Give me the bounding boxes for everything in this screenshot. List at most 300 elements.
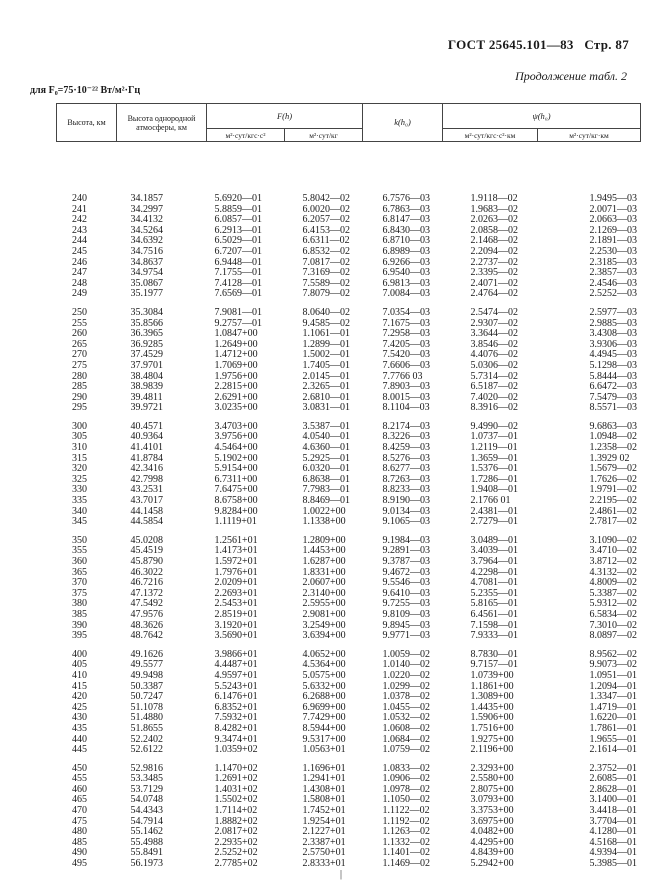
table-cell: 9.4585—02 <box>302 317 350 329</box>
table-cell: 400 <box>72 648 87 660</box>
table-cell: 3.1090—02 <box>589 534 638 546</box>
table-cell: 2.5474—02 <box>470 306 519 318</box>
col-header-kh: k(h₀) <box>363 104 443 142</box>
page-header <box>448 37 629 53</box>
table-cell: 1.0833—02 <box>382 762 431 774</box>
table-cell: 2.4546—03 <box>589 277 638 289</box>
table-cell: 47.5492 <box>130 598 163 610</box>
table-cell: 4.2298—01 <box>470 566 519 578</box>
table-cell: 1.3089+00 <box>470 691 514 703</box>
table-cell: 1.7626—02 <box>589 473 638 485</box>
table-cell: 1.0847+00 <box>214 328 258 340</box>
table-cell: 1.7976+01 <box>214 566 258 578</box>
table-cell: 1.0978—02 <box>382 783 431 795</box>
table-cell: 425 <box>72 701 87 713</box>
table-cell: 3.5690+01 <box>214 630 258 642</box>
table-cell: 1.2691+02 <box>214 773 258 785</box>
table-cell: 4.8439+00 <box>470 847 514 859</box>
table-cell: 8.0640—02 <box>302 306 350 318</box>
table-cell: 243 <box>72 224 87 236</box>
table-cell: 34.4132 <box>130 214 163 226</box>
table-cell: 1.7516+00 <box>470 722 514 734</box>
table-cell: 9.3474+01 <box>214 733 258 745</box>
table-cell: 1.1470+02 <box>214 762 258 774</box>
table-cell: 385 <box>72 608 87 620</box>
table-cell: 7.6606—03 <box>382 359 431 371</box>
table-cell: 35.3084 <box>130 306 163 318</box>
table-cell: 39.9721 <box>130 402 163 414</box>
table-cell: 450 <box>72 762 87 774</box>
table-row <box>57 557 641 568</box>
table-cell: 7.9333—01 <box>470 630 519 642</box>
table-cell: 255 <box>72 317 87 329</box>
table-cell: 470 <box>72 805 87 817</box>
table-cell: 2.3293+00 <box>470 762 514 774</box>
table-cell: 460 <box>72 783 87 795</box>
table-cell: 270 <box>72 349 87 361</box>
table-cell: 365 <box>72 566 87 578</box>
table-cell: 4.7081—01 <box>470 577 519 589</box>
table-cell: 5.3985—01 <box>589 858 638 870</box>
table-cell: 3.0793+00 <box>470 794 514 806</box>
table-cell: 1.1338+00 <box>302 516 346 528</box>
table-cell: 1.0951—01 <box>589 669 638 681</box>
table-cell: 7.5479—03 <box>589 391 638 403</box>
table-cell: 249 <box>72 288 87 300</box>
table-cell: 6.0857—01 <box>214 214 262 226</box>
data-table-container <box>56 103 640 870</box>
table-cell: 2.5252—03 <box>589 288 638 300</box>
table-cell: 2.2094—02 <box>470 245 519 257</box>
table-cell: 2.2530—03 <box>589 245 638 257</box>
table-cell: 4.4487+01 <box>214 659 258 671</box>
table-cell: 295 <box>72 402 87 414</box>
table-cell: 34.9754 <box>130 267 163 279</box>
table-cell: 8.8233—03 <box>382 484 431 496</box>
table-cell: 7.9081—01 <box>214 306 262 318</box>
table-cell: 2.0071—03 <box>589 203 638 215</box>
table-cell: 3.0489—01 <box>470 534 519 546</box>
table-cell: 285 <box>72 381 87 393</box>
table-cell: 300 <box>72 420 87 432</box>
table-cell: 7.4205—03 <box>382 338 431 350</box>
table-cell: 9.9771—03 <box>382 630 431 642</box>
table-cell: 390 <box>72 619 87 631</box>
table-cell: 2.0663—03 <box>589 214 638 226</box>
table-cell: 6.9699+00 <box>302 701 346 713</box>
table-cell: 2.6085—01 <box>589 773 638 785</box>
table-cell: 6.9266—03 <box>382 256 431 268</box>
table-cell: 2.9885—03 <box>589 317 638 329</box>
table-cell: 1.9254+01 <box>302 815 346 827</box>
table-cell: 1.4173+01 <box>214 545 258 557</box>
table-cell: 2.5977—03 <box>589 306 638 318</box>
table-cell: 480 <box>72 826 87 838</box>
table-cell: 5.1298—03 <box>589 359 638 371</box>
table-cell: 1.9756+00 <box>214 370 258 382</box>
table-cell: 44.5854 <box>130 516 163 528</box>
table-cell: 2.0209+01 <box>214 577 258 589</box>
table-cell: 3.9756+00 <box>214 431 258 443</box>
table-cell: 3.8546—02 <box>470 338 519 350</box>
table-cell: 8.9190—03 <box>382 495 431 507</box>
table-cell: 1.9655—01 <box>589 733 638 745</box>
table-cell: 2.5453+01 <box>214 598 258 610</box>
table-cell: 35.8566 <box>130 317 163 329</box>
table-cell: 9.8945—03 <box>382 619 431 631</box>
table-cell: 9.8284+00 <box>214 505 258 517</box>
table-cell: 9.4672—03 <box>382 566 431 578</box>
table-cell: 2.1891—03 <box>589 235 638 247</box>
table-cell: 5.3387—02 <box>589 587 638 599</box>
table-cell: 3.0235+00 <box>214 402 258 414</box>
col-header-homogeneous-height: Высота однородной атмосферы, км <box>117 104 207 142</box>
table-cell: 4.5464+00 <box>214 442 258 454</box>
table-cell: 7.7766 03 <box>382 370 423 382</box>
table-cell: 8.8469—01 <box>302 495 350 507</box>
table-cell: 6.6472—03 <box>589 381 638 393</box>
table-cell: 1.4308+01 <box>302 783 346 795</box>
table-cell: 45.8790 <box>130 556 163 567</box>
table-cell: 4.1280—01 <box>589 826 638 838</box>
table-cell: 1.3347—01 <box>589 691 638 703</box>
table-cell: 2.5252+02 <box>214 847 258 859</box>
table-cell: 3.4308—03 <box>589 328 638 340</box>
table-cell: 1.1263—02 <box>382 826 431 838</box>
table-cell: 1.8882+02 <box>214 815 258 827</box>
table-cell: 465 <box>72 794 87 806</box>
table-cell: 1.5376—01 <box>470 463 519 475</box>
table-cell: 1.1861+00 <box>470 680 514 692</box>
table-cell: 1.4435+00 <box>470 701 514 713</box>
table-cell: 6.4561—01 <box>470 608 519 620</box>
table-cell: 315 <box>72 452 87 464</box>
table-cell: 275 <box>72 359 87 371</box>
table-cell: 1.0455—02 <box>382 701 431 713</box>
table-cell: 1.0737—01 <box>470 431 519 443</box>
table-cell: 1.4712+00 <box>214 349 258 361</box>
table-row <box>57 517 641 528</box>
table-cell: 2.9081+00 <box>302 608 346 620</box>
table-cell: 1.9683—02 <box>470 203 519 215</box>
table-body <box>57 142 641 870</box>
table-cell: 3.5387—01 <box>302 420 350 432</box>
table-cell: 2.2815+00 <box>214 381 258 393</box>
table-cell: 43.2531 <box>130 484 163 496</box>
table-cell: 45.4519 <box>130 545 163 557</box>
table-cell: 8.5571—03 <box>589 402 638 414</box>
table-cell: 2.5955+00 <box>302 598 346 610</box>
table-cell: 8.3226—03 <box>382 431 431 443</box>
table-cell: 1.2649+00 <box>214 338 258 350</box>
table-cell: 380 <box>72 598 87 610</box>
table-cell: 54.7914 <box>130 815 163 827</box>
table-cell: 1.0684—02 <box>382 733 431 745</box>
table-cell: 5.9312—02 <box>589 598 638 610</box>
table-cell: 7.5932+01 <box>214 712 258 724</box>
table-cell: 1.8331+00 <box>302 566 346 578</box>
table-cell: 2.3185—03 <box>589 256 638 268</box>
table-cell: 1.5502+02 <box>214 794 258 806</box>
table-cell: 2.0858—02 <box>470 224 519 236</box>
table-cell: 1.2561+01 <box>214 534 258 546</box>
table-cell: 52.2402 <box>130 733 163 745</box>
table-cell: 51.8655 <box>130 722 163 734</box>
table-cell: 430 <box>72 712 87 724</box>
table-cell: 42.7998 <box>130 473 163 485</box>
table-cell: 46.7216 <box>130 577 163 589</box>
table-cell: 1.1469—02 <box>382 858 431 870</box>
col-header-fh-unit-2: м²·сут/кг <box>285 129 363 142</box>
table-cell: 9.1065—03 <box>382 516 431 528</box>
table-cell: 34.1857 <box>130 193 163 204</box>
table-cell: 38.9839 <box>130 381 163 393</box>
table-cell: 6.9813—03 <box>382 277 431 289</box>
table-row <box>57 142 641 205</box>
table-cell: 305 <box>72 431 87 443</box>
table-cell: 41.4101 <box>130 442 163 454</box>
table-cell: 485 <box>72 836 87 848</box>
table-cell: 3.4703+00 <box>214 420 258 432</box>
table-cell: 9.5546—03 <box>382 577 431 589</box>
table-cell: 6.7311+00 <box>214 473 258 485</box>
table-cell: 9.6410—03 <box>382 587 431 599</box>
table-cell: 5.2942+00 <box>470 858 514 870</box>
table-cell: 2.3752—01 <box>589 762 638 774</box>
table-row <box>57 724 641 735</box>
table-continuation-note: Продолжение табл. 2 <box>515 69 627 83</box>
table-cell: 1.9791—02 <box>589 484 638 496</box>
table-cell: 1.4031+02 <box>214 783 258 795</box>
table-cell: 2.4071—02 <box>470 277 519 289</box>
table-cell: 7.3169—02 <box>302 267 350 279</box>
table-cell: 2.6810—01 <box>302 391 350 403</box>
table-cell: 42.3416 <box>130 463 163 475</box>
table-cell: 1.3929 02 <box>589 452 630 464</box>
table-cell: 415 <box>72 680 87 692</box>
table-cell: 245 <box>72 245 87 257</box>
table-cell: 1.1192—02 <box>382 815 430 827</box>
table-cell: 242 <box>72 214 87 226</box>
table-cell: 2.1227+01 <box>302 826 346 838</box>
table-cell: 6.0320—01 <box>302 463 350 475</box>
table-cell: 1.5808+01 <box>302 794 346 806</box>
table-cell: 5.5243+01 <box>214 680 258 692</box>
table-cell: 2.8519+01 <box>214 608 258 620</box>
table-cell: 38.4804 <box>130 370 163 382</box>
table-cell: 4.8009—02 <box>589 577 638 589</box>
table-cell: 8.1104—03 <box>382 402 430 414</box>
table-cell: 8.7263—03 <box>382 473 431 485</box>
table-cell: 1.6287+00 <box>302 556 346 567</box>
table-cell: 2.3395—02 <box>470 267 519 279</box>
table-cell: 41.8784 <box>130 452 163 464</box>
table-row <box>57 745 641 756</box>
table-cell: 360 <box>72 556 87 567</box>
table-cell: 2.2693+01 <box>214 587 258 599</box>
table-cell: 325 <box>72 473 87 485</box>
table-cell: 7.7983—01 <box>302 484 350 496</box>
table-cell: 355 <box>72 545 87 557</box>
table-row <box>57 610 641 621</box>
table-cell: 3.4710—02 <box>589 545 638 557</box>
table-cell: 2.7817—02 <box>589 516 638 528</box>
table-cell: 6.1476+01 <box>214 691 258 703</box>
table-cell: 265 <box>72 338 87 350</box>
table-cell: 2.8075+00 <box>470 783 514 795</box>
table-cell: 370 <box>72 577 87 589</box>
table-cell: 7.4020—02 <box>470 391 519 403</box>
table-cell: 250 <box>72 306 87 318</box>
table-cell: 6.7207—01 <box>214 245 262 257</box>
table-cell: 1.5906+00 <box>470 712 514 724</box>
col-header-fh-unit-1: м²·сут/кгс·с² <box>207 129 285 142</box>
table-cell: 2.0145—01 <box>302 370 350 382</box>
table-cell: 6.2688+00 <box>302 691 346 703</box>
table-cell: 53.3485 <box>130 773 163 785</box>
table-cell: 51.4880 <box>130 712 163 724</box>
table-cell: 247 <box>72 267 87 279</box>
table-cell: 39.4811 <box>130 391 163 403</box>
table-cell: 4.5364+00 <box>302 659 346 671</box>
table-cell: 8.6758+00 <box>214 495 258 507</box>
table-cell: 1.2809+00 <box>302 534 346 546</box>
table-cell: 3.9866+01 <box>214 648 258 660</box>
table-cell: 1.9275+00 <box>470 733 514 745</box>
table-cell: 4.3132—02 <box>589 566 638 578</box>
table-cell: 2.8628—01 <box>589 783 638 795</box>
table-cell: 410 <box>72 669 87 681</box>
table-cell: 2.5750+01 <box>302 847 346 859</box>
table-cell: 3.2549+00 <box>302 619 346 631</box>
table-cell: 54.0748 <box>130 794 163 806</box>
table-cell: 49.9498 <box>130 669 163 681</box>
table-cell: 241 <box>72 203 87 215</box>
table-cell: 248 <box>72 277 87 289</box>
table-cell: 5.2925—01 <box>302 452 350 464</box>
table-cell: 8.4259—03 <box>382 442 431 454</box>
table-cell: 4.5168—01 <box>589 836 638 848</box>
table-cell: 6.8532—02 <box>302 245 350 257</box>
table-cell: 445 <box>72 744 87 756</box>
table-cell: 51.1078 <box>130 701 163 713</box>
table-cell: 3.3753+00 <box>470 805 514 817</box>
table-cell: 6.5834—02 <box>589 608 638 620</box>
table-cell: 49.1626 <box>130 648 163 660</box>
table-cell: 2.3857—03 <box>589 267 638 279</box>
table-cell: 440 <box>72 733 87 745</box>
table-cell: 1.7286—01 <box>470 473 519 485</box>
table-cell: 7.3010—02 <box>589 619 638 631</box>
table-cell: 2.9307—02 <box>470 317 519 329</box>
table-cell: 1.1122—02 <box>382 805 430 817</box>
table-cell: 6.2913—01 <box>214 224 262 236</box>
table-cell: 5.7314—02 <box>470 370 519 382</box>
table-cell: 7.1675—03 <box>382 317 431 329</box>
table-cell: 1.4719—01 <box>589 701 638 713</box>
table-cell: 9.2891—03 <box>382 545 431 557</box>
table-cell: 280 <box>72 370 87 382</box>
table-cell: 9.6863—03 <box>589 420 638 432</box>
table-cell: 2.8333+01 <box>302 858 346 870</box>
table-cell: 3.6975+00 <box>470 815 514 827</box>
table-cell: 37.9701 <box>130 359 163 371</box>
table-cell: 1.6220—01 <box>589 712 638 724</box>
table-cell: 6.9540—03 <box>382 267 431 279</box>
table-cell: 1.1061—01 <box>302 328 350 340</box>
table-cell: 2.1614—01 <box>589 744 638 756</box>
table-cell: 290 <box>72 391 87 403</box>
table-cell: 7.1598—01 <box>470 619 519 631</box>
table-cell: 5.8859—01 <box>214 203 262 215</box>
table-cell: 8.7830—01 <box>470 648 519 660</box>
table-cell: 53.7129 <box>130 783 163 795</box>
table-cell: 54.4343 <box>130 805 163 817</box>
table-cell: 1.0140—02 <box>382 659 431 671</box>
table-cell: 5.1902+00 <box>214 452 258 464</box>
table-cell: 1.0220—02 <box>382 669 431 681</box>
table-cell: 5.9154+00 <box>214 463 258 475</box>
table-cell: 246 <box>72 256 87 268</box>
table-cell: 6.8352+01 <box>214 701 258 713</box>
table-cell: 320 <box>72 463 87 475</box>
table-cell: 3.8712—02 <box>589 556 638 567</box>
table-cell: 40.4571 <box>130 420 163 432</box>
table-cell: 2.3387+01 <box>302 836 346 848</box>
table-cell: 2.3265—01 <box>302 381 350 393</box>
table-cell: 3.7964—01 <box>470 556 519 567</box>
table-cell: 1.0532—02 <box>382 712 431 724</box>
table-cell: 7.7429+00 <box>302 712 346 724</box>
table-cell: 5.0575+00 <box>302 669 346 681</box>
table-row <box>57 671 641 682</box>
table-cell: 2.2195—02 <box>589 495 638 507</box>
table-cell: 1.0608—02 <box>382 722 431 734</box>
table-cell: 345 <box>72 516 87 528</box>
table-cell: 4.9597+01 <box>214 669 258 681</box>
col-header-psi-unit-2: м²·сут/кг·км <box>538 129 641 142</box>
table-cell: 2.2935+02 <box>214 836 258 848</box>
table-cell: 1.2899—01 <box>302 338 350 350</box>
table-cell: 2.7785+02 <box>214 858 258 870</box>
table-cell: 3.1400—01 <box>589 794 638 806</box>
table-cell: 310 <box>72 442 87 454</box>
table-cell: 1.2358—02 <box>589 442 638 454</box>
table-cell: 34.8637 <box>130 256 163 268</box>
table-cell: 420 <box>72 691 87 703</box>
table-cell: 2.7279—01 <box>470 516 519 528</box>
table-cell: 1.5679—02 <box>589 463 638 475</box>
table-cell: 260 <box>72 328 87 340</box>
col-header-height: Высота, км <box>57 104 117 142</box>
table-row <box>57 859 641 870</box>
table-cell: 35.1977 <box>130 288 163 300</box>
table-cell: 2.5580+00 <box>470 773 514 785</box>
table-cell: 475 <box>72 815 87 827</box>
table-cell: 9.0134—03 <box>382 505 431 517</box>
table-cell: 6.8430—03 <box>382 224 431 236</box>
table-cell: 6.8638—01 <box>302 473 350 485</box>
table-cell: 40.9364 <box>130 431 163 443</box>
table-cell: 1.1332—02 <box>382 836 431 848</box>
table-cell: 55.1462 <box>130 826 163 838</box>
table-cell: 6.7863—03 <box>382 203 431 215</box>
table-cell: 1.0059—02 <box>382 648 431 660</box>
table-cell: 6.2057—02 <box>302 214 350 226</box>
table-cell: 330 <box>72 484 87 496</box>
table-cell: 55.4988 <box>130 836 163 848</box>
table-cell: 2.2737—02 <box>470 256 519 268</box>
